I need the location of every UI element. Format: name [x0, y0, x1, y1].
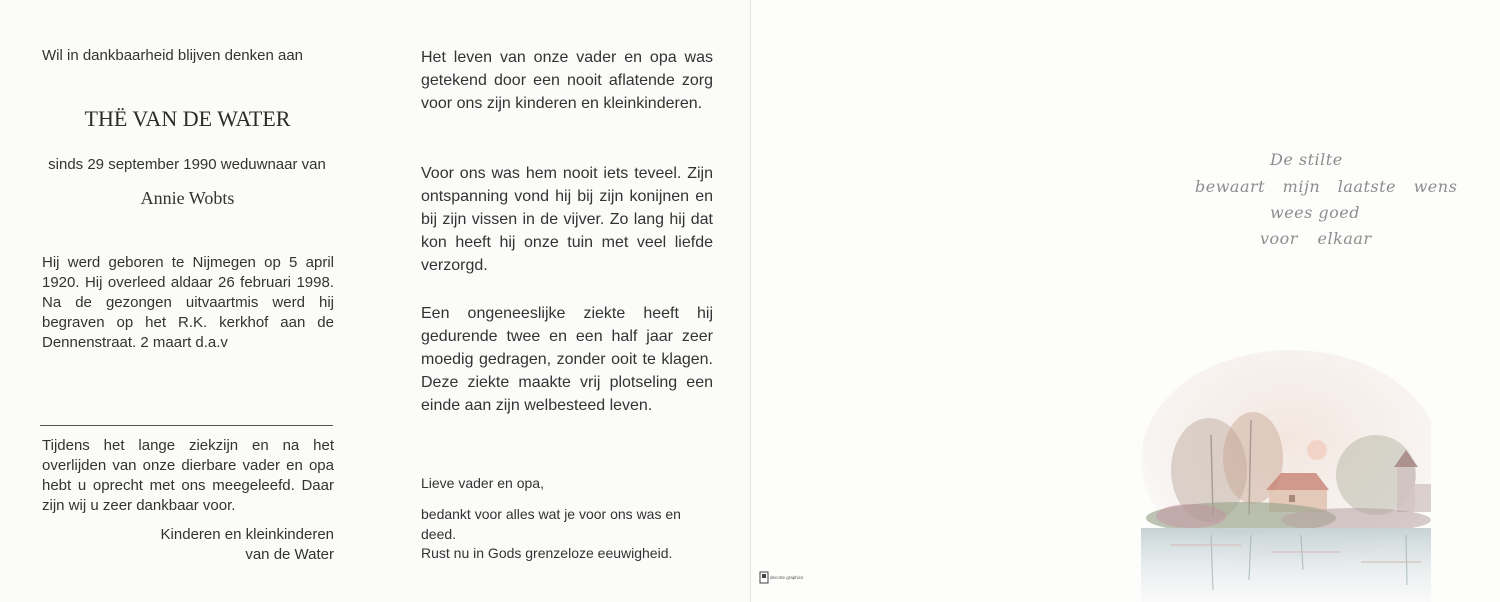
signature-line-2: van de Water: [245, 546, 334, 563]
tribute-paragraph-1: Het leven van onze vader en opa was getekend door een nooit aflatende zorg voor ons zijn kinderen en kleinkinderen.: [421, 49, 713, 112]
poem-line-2: bewaart mijn laatste wens: [1195, 177, 1458, 196]
card-left-panel: [0, 0, 375, 602]
biography-text: Hij werd geboren te Nijmegen op 5 april 1920. Hij overleed aldaar 26 februari 1998. Na de gezongen uitvaartmis werd hij begraven op het R.K. kerkhof aan de Dennenstraat. 2 maart d.a.v: [42, 254, 334, 351]
tribute-paragraph-2: Voor ons was hem nooit iets teveel. Zijn ontspanning vond hij bij zijn konijnen en bij zijn vissen in de vijver. Zo lang hij dat kon heeft hij onze tuin met veel liefde verzorgd.: [421, 165, 713, 274]
tribute-paragraph-3: Een ongeneeslijke ziekte heeft hij gedurende twee en een half jaar zeer moedig gedragen, zonder ooit te klagen. Deze ziekte maakte vrij plotseling een einde aan zijn welbesteed leven.: [421, 305, 713, 414]
poem-line-4: voor elkaar: [1260, 229, 1372, 248]
deceased-name: THË VAN DE WATER: [84, 106, 291, 131]
poem-line-1: De stilte: [1270, 150, 1343, 169]
intro-text: Wil in dankbaarheid blijven denken aan: [42, 47, 304, 64]
salutation: Lieve vader en opa,: [421, 475, 544, 491]
card-middle-panel: [375, 0, 750, 602]
printer-mark-text: decorte graphics: [770, 575, 804, 580]
widower-line: sinds 29 september 1990 weduwnaar van: [48, 156, 326, 173]
thanks-text: Tijdens het lange ziekzijn en na het overlijden van onze dierbare vader en opa hebt u oprecht met ons meegeleefd. Daar zijn wij u zeer dankbaar voor.: [42, 437, 334, 514]
poem-line-3: wees goed: [1270, 203, 1361, 222]
divider-line: [40, 425, 333, 426]
closing-line-1: bedankt voor alles wat je voor ons was en: [421, 506, 681, 522]
signature-line-1: Kinderen en kleinkinderen: [160, 526, 334, 543]
closing-line-3: Rust nu in Gods grenzeloze eeuwigheid.: [421, 545, 673, 561]
printer-logo-icon: [759, 570, 819, 586]
card-front-panel: [750, 0, 1500, 602]
closing-line-2: deed.: [421, 526, 457, 542]
watercolor-landscape-icon: [1131, 340, 1431, 602]
spouse-name: Annie Wobts: [140, 188, 235, 208]
